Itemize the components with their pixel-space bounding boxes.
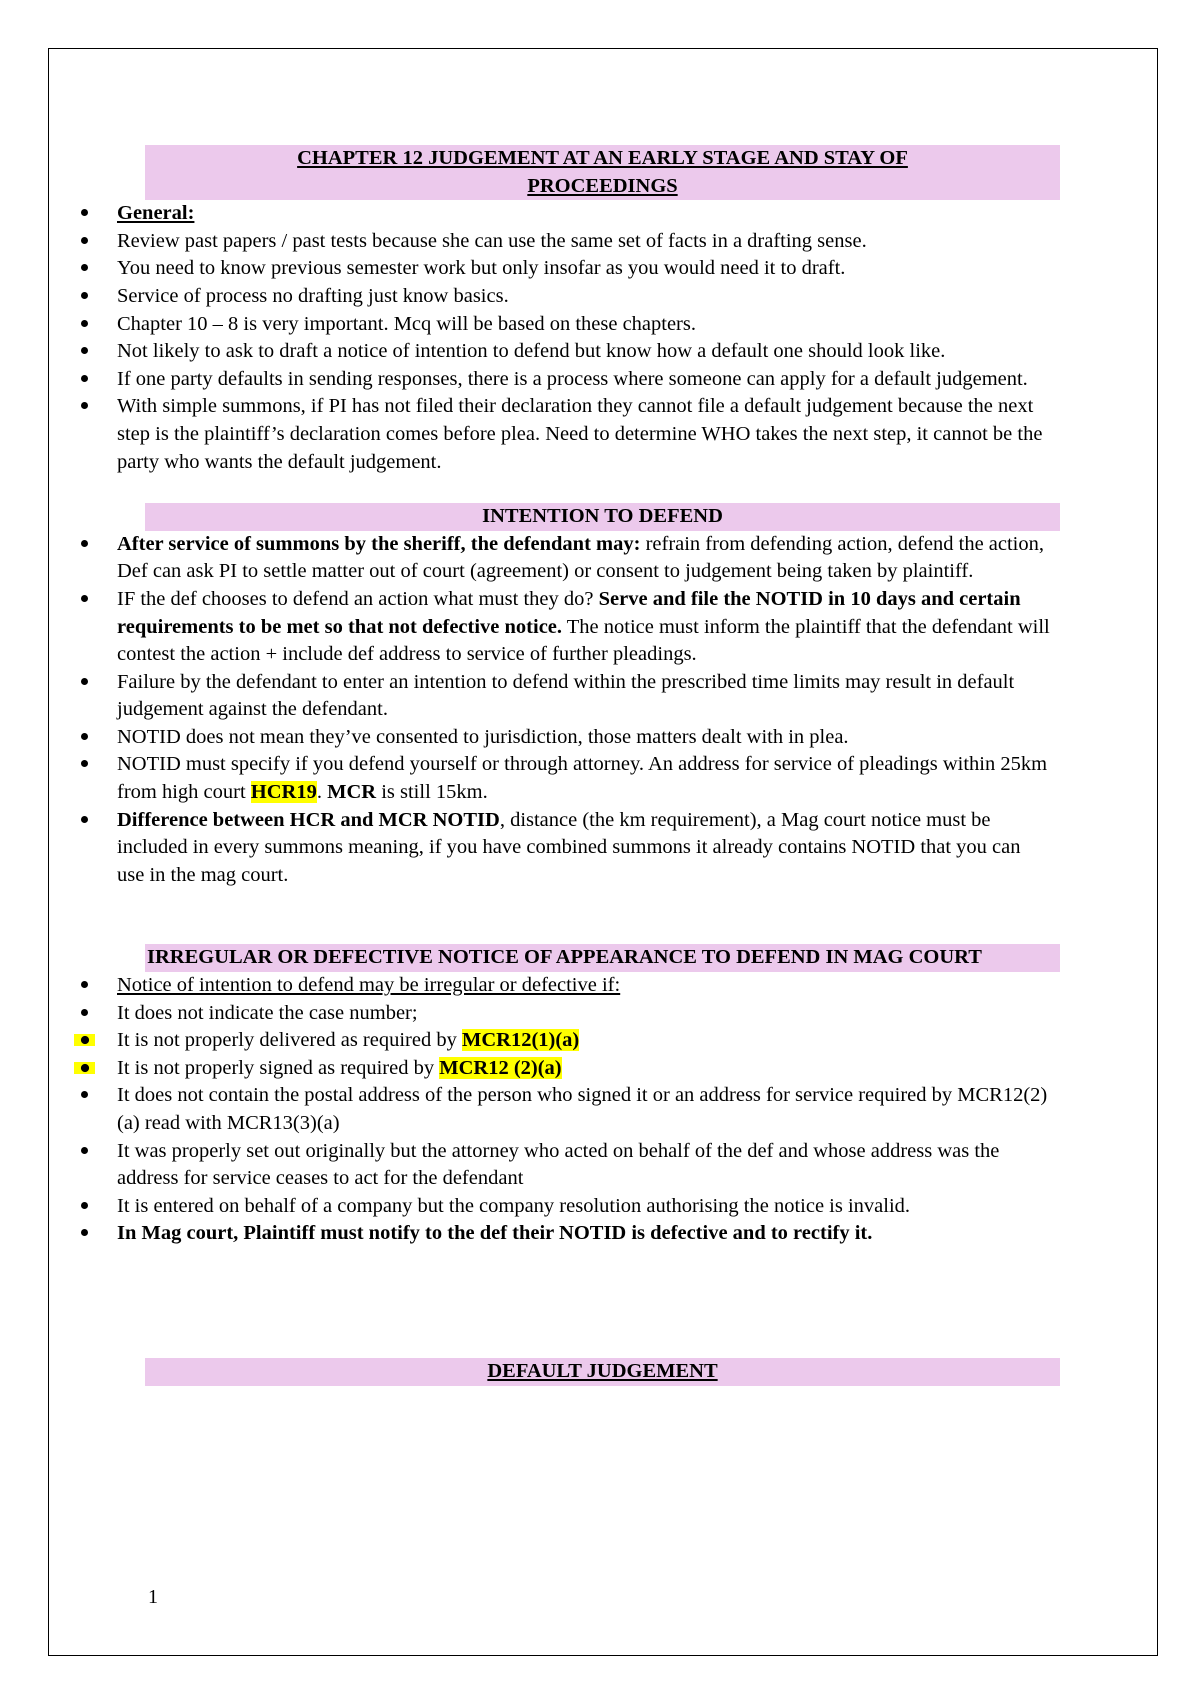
chapter-title-line1: CHAPTER 12 JUDGEMENT AT AN EARLY STAGE AND STAY OF (297, 147, 908, 169)
list-item (70, 972, 1060, 1000)
list-item: If one party defaults in sending responses, there is a process where someone can apply for a default judgement. (70, 366, 1060, 394)
irregular-bullet-list (70, 972, 1060, 1248)
mcr12-2a-highlight: MCR12 (2)(a) (439, 1056, 562, 1079)
list-item: It does not contain the postal address of the person who signed it or an address for service required by MCR12(2)(a) read with MCR13(3)(a) (70, 1082, 1060, 1137)
list-item: With simple summons, if PI has not filed their declaration they cannot file a default judgement because the next step is the plaintiff’s declaration comes before plea. Need to determine WHO takes the next step, it cannot be the party who wants the default judgement. (70, 393, 1060, 476)
list-item: Not likely to ask to draft a notice of intention to defend but know how a default one should look like. (70, 338, 1060, 366)
intention-b5-bold: MCR (327, 781, 377, 804)
list-item: You need to know previous semester work but only insofar as you would need it to draft. (70, 255, 1060, 283)
default-title: DEFAULT JUDGEMENT (487, 1359, 718, 1382)
intention-b2-bold: Serve and file the NOTID in 10 days and certain requirements to be met so that not defective notice. (117, 587, 1021, 638)
list-item: Failure by the defendant to enter an intention to defend within the prescribed time limits may result in default judgement against the defendant. (70, 669, 1060, 724)
intention-b5-mid: . (316, 781, 328, 804)
intention-b6-bold: Difference between HCR and MCR NOTID (117, 808, 500, 831)
list-item: NOTID does not mean they’ve consented to jurisdiction, those matters dealt with in plea. (70, 724, 1060, 752)
irregular-b8: In Mag court, Plaintiff must notify to the def their NOTID is defective and to rectify it. (117, 1222, 873, 1245)
list-item: It does not indicate the case number; (70, 1000, 1060, 1028)
list-item: Chapter 10 – 8 is very important. Mcq will be based on these chapters. (70, 311, 1060, 339)
irregular-heading (145, 944, 1060, 972)
hcr19-highlight: HCR19 (250, 781, 317, 804)
list-item (70, 531, 1060, 586)
irregular-b3-start: It is not properly delivered as required by (117, 1029, 462, 1052)
list-item (70, 751, 1060, 806)
intention-b2-start: IF the def chooses to defend an action what must they do? (117, 587, 599, 610)
intention-b1-rest: refrain from defending action, defend the action, Def can ask PI to settle matter out of court (agreement) or consent to judgement being taken by plaintiff. (117, 532, 1045, 583)
chapter-title-line2: PROCEEDINGS (527, 174, 678, 197)
list-item (70, 586, 1060, 669)
chapter-bullet-list (70, 200, 1060, 476)
list-item: It is entered on behalf of a company but the company resolution authorising the notice is invalid. (70, 1193, 1060, 1221)
intention-b2-rest: The notice must inform the plaintiff that the defendant will contest the action + include def address to service of further pleadings. (117, 615, 1050, 666)
intention-b6-rest: , distance (the km requirement), a Mag court notice must be included in every summons meaning, if you have combined summons it already contains NOTID that you can use in the mag court. (117, 808, 1021, 886)
document-body (70, 145, 1060, 1386)
irregular-title: IRREGULAR OR DEFECTIVE NOTICE OF APPEARANCE TO DEFEND IN MAG COURT (147, 946, 982, 969)
intention-b1-bold: After service of summons by the sheriff, the defendant may: (117, 532, 641, 555)
list-item: It was properly set out originally but the attorney who acted on behalf of the def and whose address was the address for service ceases to act for the defendant (70, 1138, 1060, 1193)
intention-b5-start: NOTID must specify if you defend yourself or through attorney. An address for service of pleadings within 25km from high court (117, 753, 1048, 804)
intention-title: INTENTION TO DEFEND (482, 505, 723, 528)
mcr12-1a-highlight: MCR12(1)(a) (461, 1029, 580, 1052)
list-item: Service of process no drafting just know basics. (70, 283, 1060, 311)
list-item (70, 1220, 1060, 1248)
chapter-heading (145, 145, 1060, 200)
default-heading (145, 1358, 1060, 1386)
intention-bullet-list (70, 531, 1060, 890)
general-label: General: (117, 202, 195, 225)
irregular-b4-start: It is not properly signed as required by (117, 1056, 440, 1079)
list-item (70, 200, 1060, 228)
list-item (70, 807, 1060, 890)
intention-heading (145, 503, 1060, 531)
intention-b5-end: is still 15km. (376, 781, 488, 804)
irregular-b1: Notice of intention to defend may be irregular or defective if: (117, 974, 621, 997)
page-number: 1 (148, 1586, 158, 1608)
list-item (70, 1027, 1060, 1055)
list-item (70, 1055, 1060, 1083)
list-item: Review past papers / past tests because she can use the same set of facts in a drafting sense. (70, 228, 1060, 256)
